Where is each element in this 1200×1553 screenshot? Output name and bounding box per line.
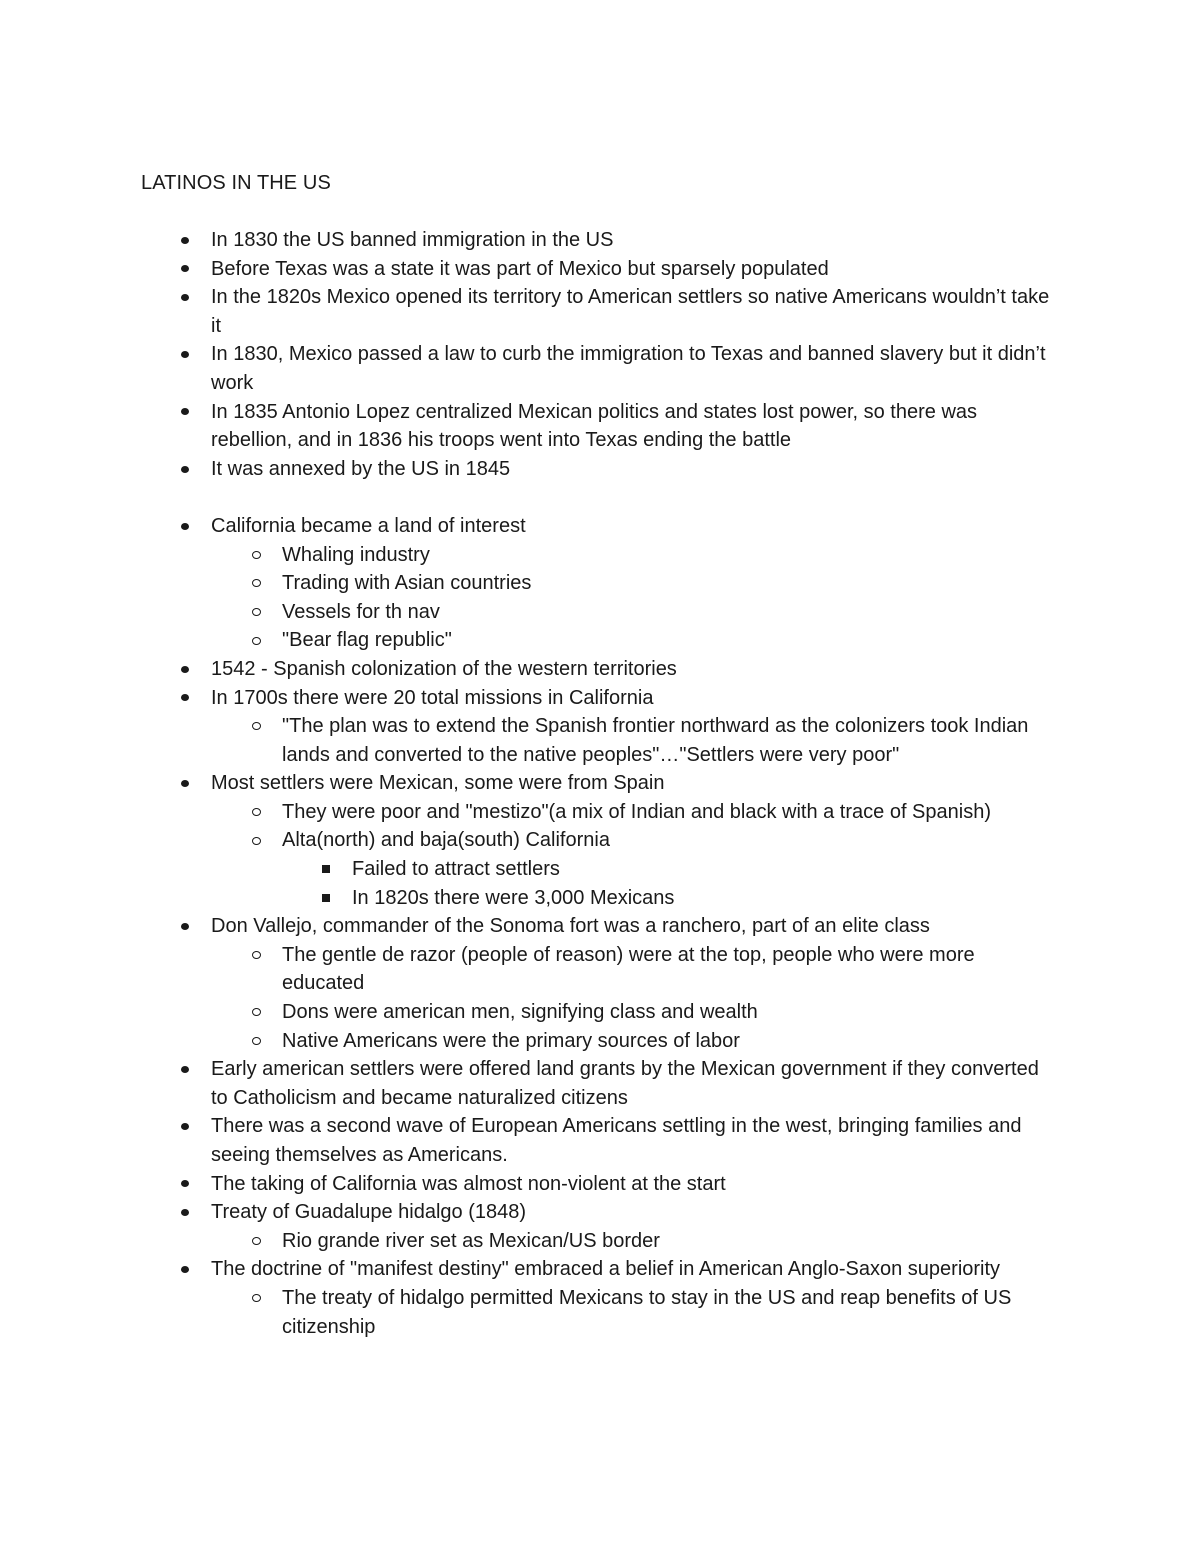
bullet-disc-icon	[178, 1112, 192, 1141]
list-item	[0, 398, 1061, 455]
bullet-circle-icon	[249, 541, 263, 570]
list-item	[0, 512, 1061, 541]
bullet-disc-icon	[178, 1255, 192, 1284]
bullet-circle-icon	[249, 598, 263, 627]
list-item-text: The treaty of hidalgo permitted Mexicans to stay in the US and reap benefits of US citizenship	[282, 1286, 1012, 1338]
bullet-disc-icon	[178, 912, 192, 941]
list-item-text: In the 1820s Mexico opened its territory to American settlers so native Americans wouldn’t take it	[211, 286, 1050, 337]
list-item-text: They were poor and "mestizo"(a mix of Indian and black with a trace of Spanish)	[282, 800, 991, 823]
bullet-disc-icon	[178, 655, 192, 684]
list-item-text: Don Vallejo, commander of the Sonoma fort was a ranchero, part of an elite class	[211, 915, 930, 938]
list-item-text: Vessels for th nav	[282, 600, 440, 623]
bullet-disc-icon	[178, 512, 192, 541]
list-item	[0, 541, 1062, 570]
list-item-text: "Bear flag republic"	[282, 629, 452, 652]
list-item-text: Trading with Asian countries	[282, 572, 532, 595]
bullet-circle-icon	[249, 826, 263, 855]
list-item	[0, 1170, 1061, 1199]
bullet-disc-icon	[178, 1170, 192, 1199]
bullet-circle-icon	[249, 626, 263, 655]
bullet-disc-icon	[178, 226, 192, 255]
list-item-text: The gentle de razor (people of reason) were at the top, people who were more educated	[282, 943, 975, 995]
bullet-circle-icon	[249, 1227, 263, 1256]
bullet-circle-icon	[249, 569, 263, 598]
notes-list	[0, 226, 1200, 1341]
list-item	[0, 455, 1061, 484]
list-item	[0, 1112, 1061, 1169]
list-item	[0, 941, 1062, 998]
list-item-text: Whaling industry	[282, 543, 430, 566]
bullet-disc-icon	[178, 769, 192, 798]
list-item	[0, 1227, 1062, 1256]
bullet-square-icon	[319, 855, 333, 884]
list-item-text: The doctrine of "manifest destiny" embraced a belief in American Anglo-Saxon superiority	[211, 1258, 1001, 1281]
list-item	[0, 769, 1061, 798]
bullet-disc-icon	[178, 455, 192, 484]
list-item	[0, 798, 1062, 827]
bullet-disc-icon	[178, 283, 192, 312]
list-item	[0, 1055, 1061, 1112]
list-item	[0, 884, 1052, 913]
list-item-text: Alta(north) and baja(south) California	[282, 829, 610, 852]
bullet-disc-icon	[178, 255, 192, 284]
list-item-text: Early american settlers were offered land grants by the Mexican government if they converted to Catholicism and became naturalized citizens	[211, 1058, 1039, 1109]
list-item	[0, 712, 1062, 769]
list-item	[0, 283, 1061, 340]
list-item	[0, 1255, 1061, 1284]
bullet-circle-icon	[249, 941, 263, 970]
list-item-text: Native Americans were the primary sources of labor	[282, 1029, 740, 1052]
list-item	[0, 626, 1062, 655]
list-item	[0, 226, 1061, 255]
list-item	[0, 684, 1061, 713]
list-item-text: In 1835 Antonio Lopez centralized Mexican politics and states lost power, so there was rebellion, and in 1836 his troops went into Texas ending the battle	[211, 400, 978, 452]
list-item-text: Most settlers were Mexican, some were from Spain	[211, 772, 665, 795]
list-item-text: In 1830 the US banned immigration in the US	[211, 229, 614, 251]
list-item	[0, 598, 1062, 627]
list-item-text: In 1830, Mexico passed a law to curb the immigration to Texas and banned slavery but it didn’t work	[211, 343, 1046, 394]
bullet-disc-icon	[178, 340, 192, 369]
list-item-text: In 1700s there were 20 total missions in California	[211, 686, 654, 709]
list-item-text: Failed to attract settlers	[352, 858, 560, 881]
list-item	[0, 1027, 1062, 1056]
list-item-text: There was a second wave of European Americans settling in the west, bringing families and seeing themselves as Americans.	[211, 1115, 1022, 1166]
list-item-text: 1542 - Spanish colonization of the western territories	[211, 657, 677, 680]
list-item	[0, 855, 1052, 884]
bullet-circle-icon	[249, 998, 263, 1027]
bullet-disc-icon	[178, 398, 192, 427]
list-item-text: It was annexed by the US in 1845	[211, 457, 511, 480]
bullet-disc-icon	[178, 1198, 192, 1227]
bullet-circle-icon	[249, 1027, 263, 1056]
list-item-text: In 1820s there were 3,000 Mexicans	[352, 886, 675, 909]
list-item-text: California became a land of interest	[211, 514, 526, 537]
list-item-text: The taking of California was almost non-violent at the start	[211, 1172, 726, 1195]
list-item	[0, 998, 1062, 1027]
list-item	[0, 655, 1061, 684]
list-item-text: Dons were american men, signifying class and wealth	[282, 1001, 758, 1024]
bullet-disc-icon	[178, 684, 192, 713]
list-item-text: Rio grande river set as Mexican/US border	[282, 1229, 660, 1252]
list-item	[0, 826, 1062, 855]
bullet-circle-icon	[249, 798, 263, 827]
list-item	[0, 1284, 1062, 1341]
list-item	[0, 569, 1062, 598]
list-item	[0, 340, 1061, 397]
list-item-text: Before Texas was a state it was part of Mexico but sparsely populated	[211, 257, 829, 280]
list-item-text: "The plan was to extend the Spanish frontier northward as the colonizers took Indian lands and converted to the native peoples"…"Settlers were very poor"	[282, 715, 1029, 766]
list-item	[0, 255, 1061, 284]
bullet-circle-icon	[249, 712, 263, 741]
list-item	[0, 1198, 1061, 1227]
document-title: LATINOS IN THE US	[141, 172, 331, 194]
bullet-disc-icon	[178, 1055, 192, 1084]
list-item-text: Treaty of Guadalupe hidalgo (1848)	[211, 1201, 527, 1224]
list-item	[0, 912, 1061, 941]
bullet-circle-icon	[249, 1284, 263, 1313]
bullet-square-icon	[319, 884, 333, 913]
